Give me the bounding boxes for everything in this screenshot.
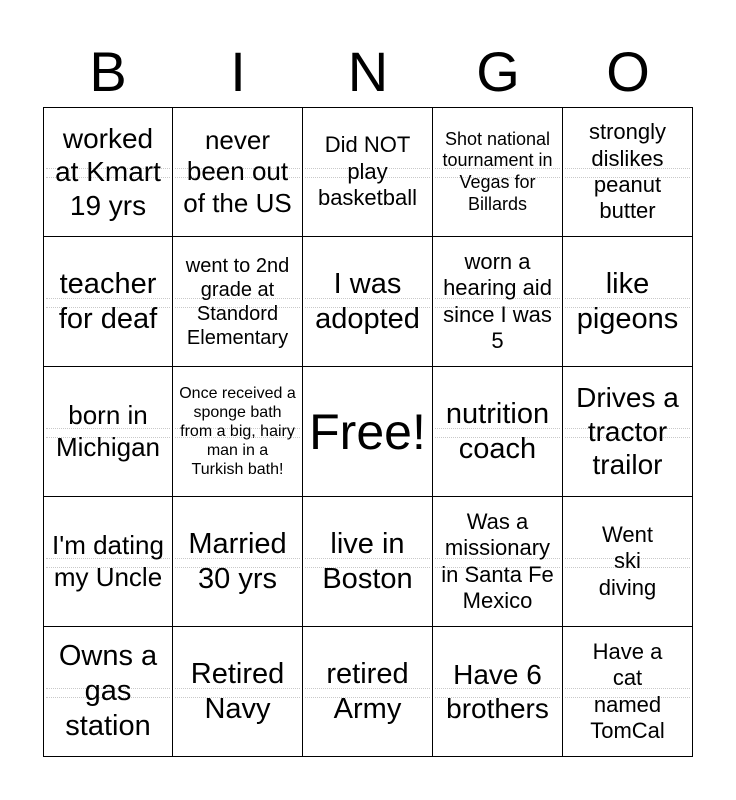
cell-text: never been out of the US [183,125,292,218]
cell-text: Was a missionary in Santa Fe Mexico [441,508,554,613]
bingo-cell[interactable] [433,107,563,237]
cell-text: Once received a sponge bath from a big, hairy man in a Turkish bath! [179,384,296,479]
bingo-cell[interactable] [303,627,433,757]
bingo-cell[interactable] [173,627,303,757]
bingo-cell[interactable] [173,367,303,497]
bingo-cell[interactable] [173,107,303,237]
cell-text: teacher for deaf [58,267,158,335]
cell-text: Retired Navy [190,657,285,725]
free-space-cell[interactable] [303,367,433,497]
header-letter-b: B [89,40,127,103]
cell-text: nutrition coach [445,397,550,465]
cell-text: Married 30 yrs [188,527,287,595]
bingo-cell[interactable] [433,237,563,367]
cell-text: I'm dating my Uncle [52,530,164,592]
cell-text: Went ski diving [598,521,657,600]
header-letter-g: G [476,40,520,103]
bingo-cell[interactable] [173,237,303,367]
bingo-cell[interactable] [43,237,173,367]
bingo-cell[interactable] [303,497,433,627]
bingo-cell[interactable] [43,107,173,237]
cell-text: worked at Kmart 19 yrs [55,122,161,221]
cell-text: strongly dislikes peanut butter [588,119,667,224]
bingo-cell[interactable] [563,627,693,757]
header-letter-o: O [606,40,650,103]
bingo-header [43,38,693,106]
bingo-cell[interactable] [563,367,693,497]
cell-text: live in Boston [322,527,413,595]
bingo-cell[interactable] [43,497,173,627]
cell-text: Owns a gas station [58,640,158,742]
header-letter-i: I [230,40,246,103]
bingo-cell[interactable] [433,627,563,757]
bingo-board [43,107,693,757]
bingo-cell[interactable] [563,497,693,627]
header-letter-n: N [347,40,389,103]
cell-text: I was adopted [315,267,420,335]
bingo-cell[interactable] [433,497,563,627]
cell-text: retired Army [326,657,409,725]
free-space-text: Free! [309,403,426,460]
bingo-cell[interactable] [43,367,173,497]
cell-text: like pigeons [576,267,679,335]
cell-text: worn a hearing aid since I was 5 [443,248,552,353]
cell-text: Have 6 brothers [446,658,549,724]
cell-text: Did NOT play basketball [317,132,418,211]
bingo-cell[interactable] [563,237,693,367]
cell-text: Shot national tournament in Vegas for Billards [442,128,553,214]
cell-text: Drives a tractor trailor [576,382,679,481]
bingo-cell[interactable] [173,497,303,627]
bingo-cell[interactable] [43,627,173,757]
cell-text: went to 2nd grade at Standord Elementary [185,254,290,349]
bingo-cell[interactable] [563,107,693,237]
bingo-cell[interactable] [303,107,433,237]
bingo-cell[interactable] [303,237,433,367]
cell-text: born in Michigan [55,400,161,462]
bingo-cell[interactable] [433,367,563,497]
cell-text: Have a cat named TomCal [590,638,665,743]
